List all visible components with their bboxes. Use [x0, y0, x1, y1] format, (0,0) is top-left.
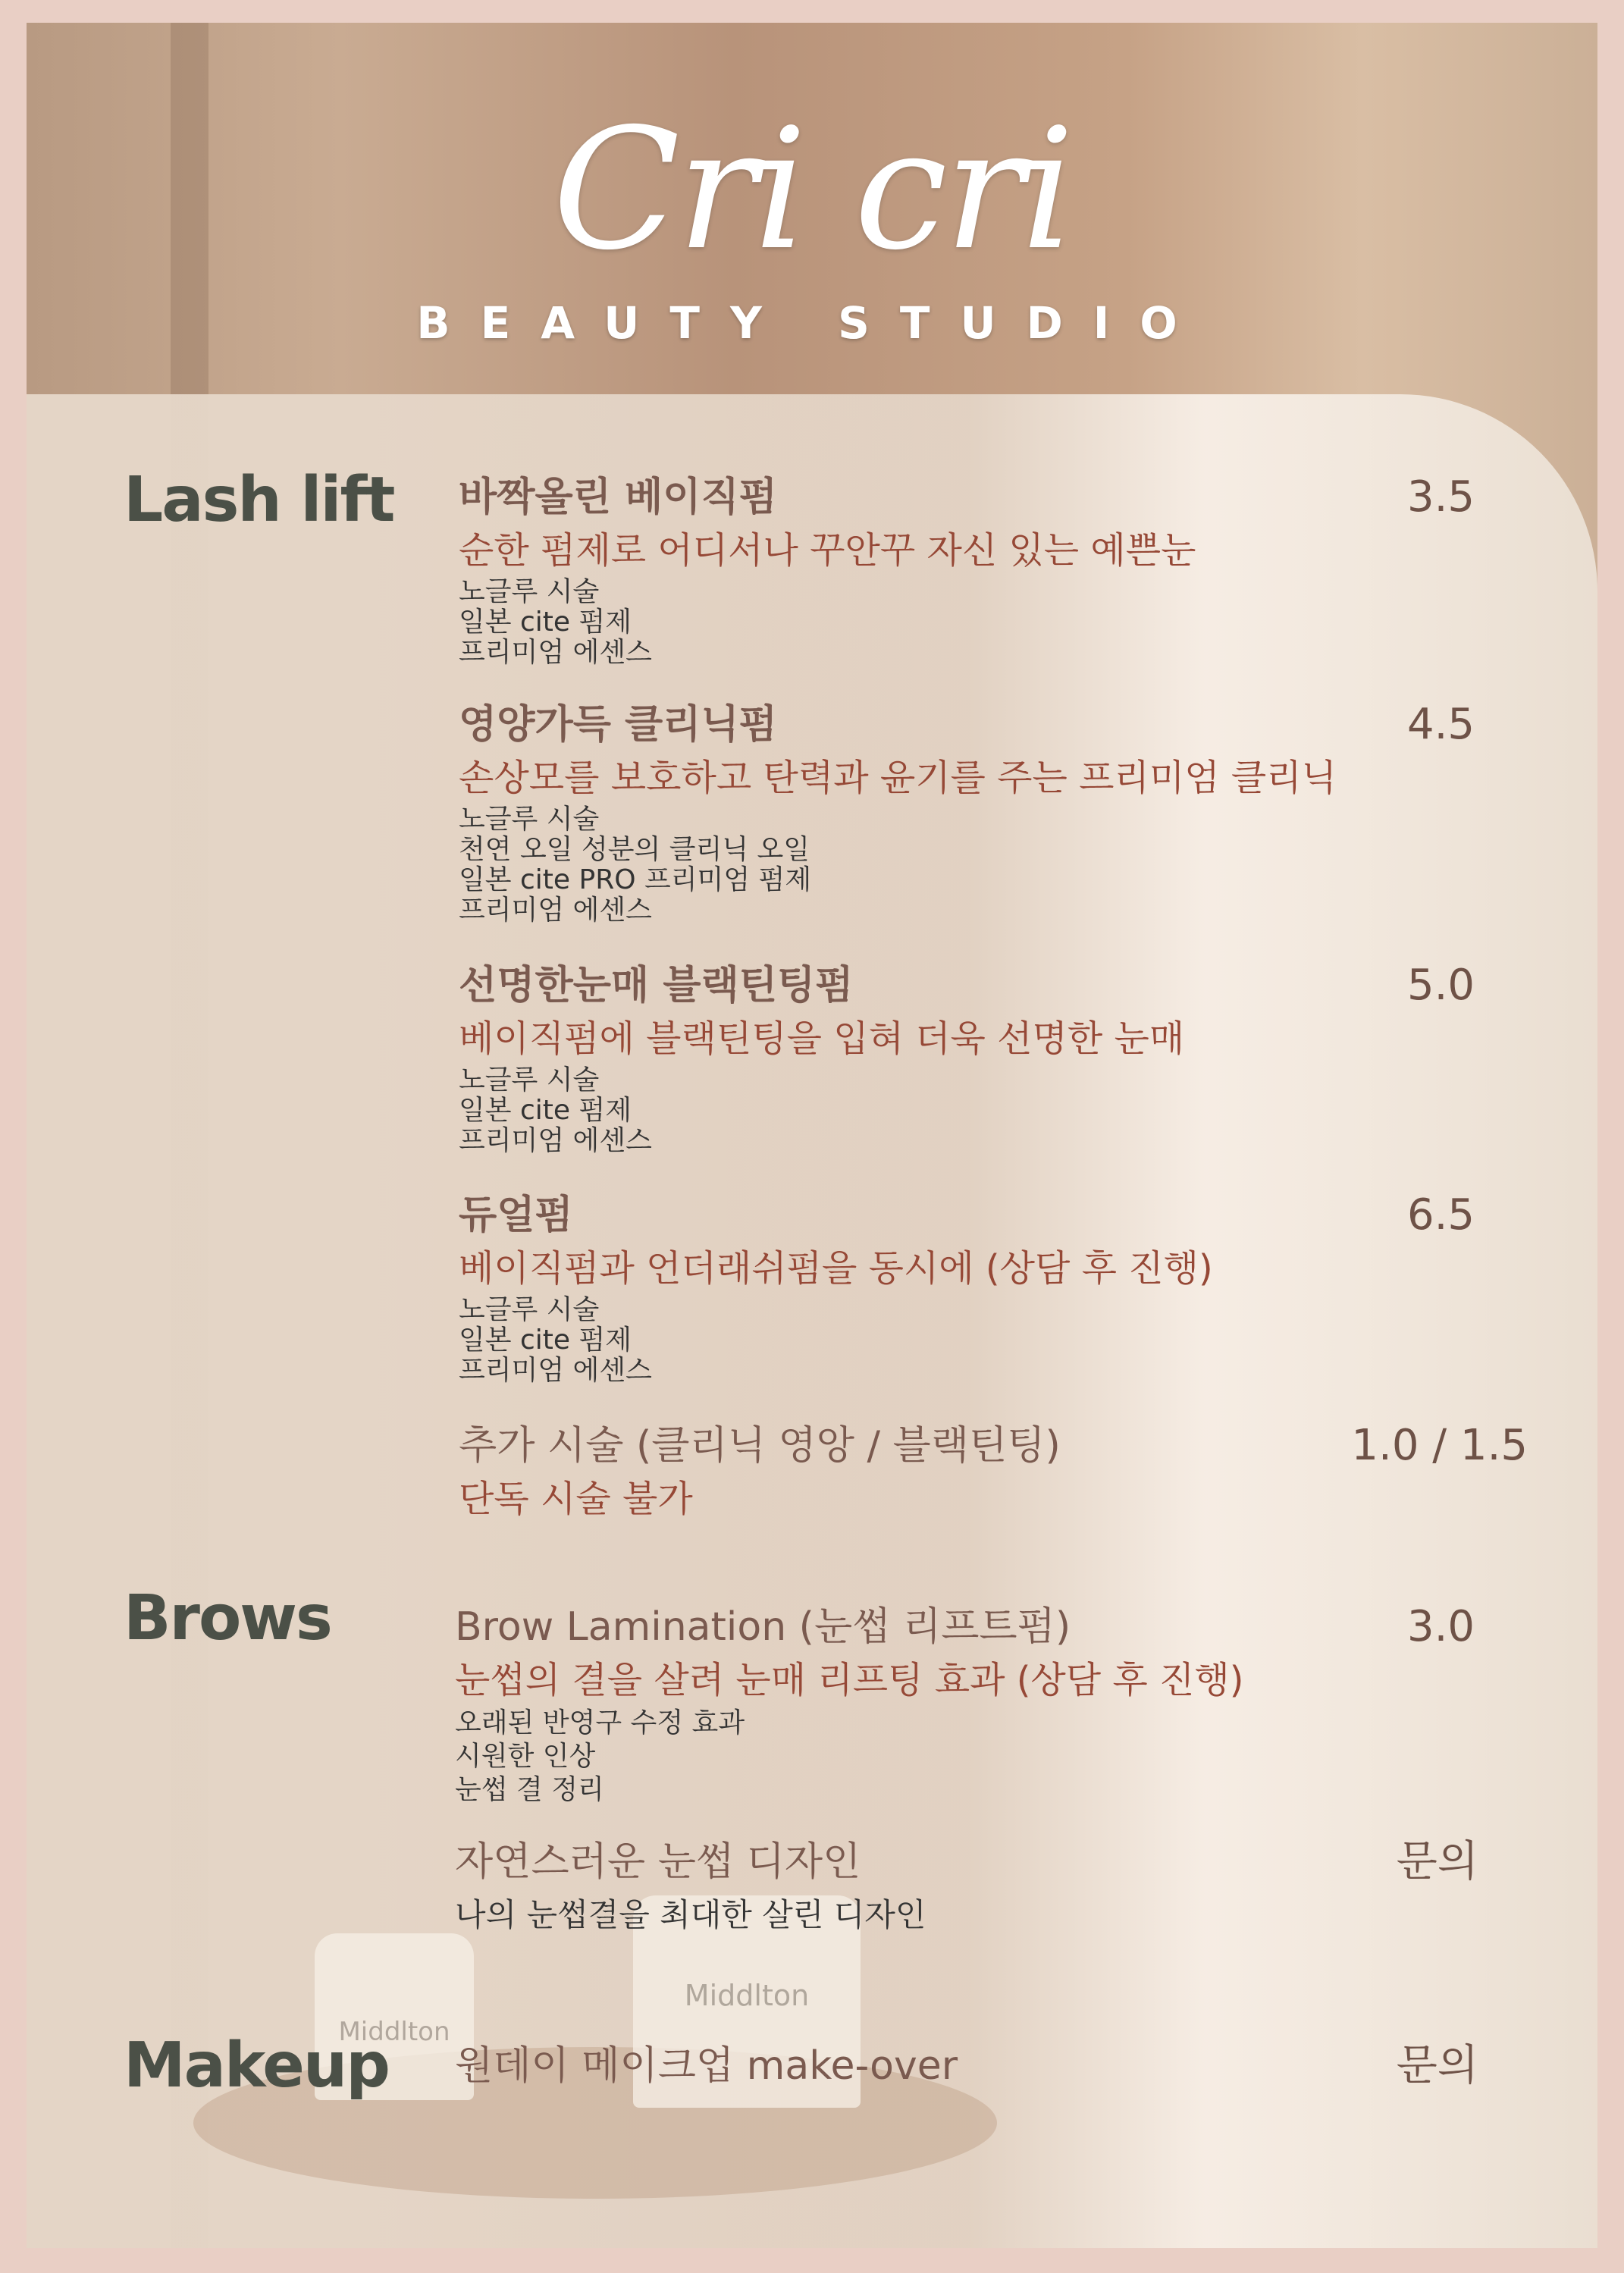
item-subtitle: 나의 눈썹결을 최대한 살린 디자인 [455, 1896, 926, 1933]
item-detail: 노글루 시술 [459, 1294, 600, 1325]
item-subtitle: 베이직펌과 언더래쉬펌을 동시에 (상담 후 진행) [459, 1247, 1213, 1290]
section-makeup: Makeup [124, 2030, 389, 2102]
item-subtitle: 베이직펌에 블랙틴팅을 입혀 더욱 선명한 눈매 [459, 1017, 1185, 1060]
menu-item [459, 698, 1558, 926]
item-subtitle: 손상모를 보호하고 탄력과 윤기를 주는 프리미엄 클리닉 [459, 757, 1337, 799]
item-price: 1.0 / 1.5 [1351, 1421, 1528, 1470]
menu-item [455, 1601, 1554, 1807]
item-detail: 프리미엄 에센스 [459, 1355, 652, 1386]
item-detail: 오래된 반영구 수정 효과 [455, 1707, 745, 1738]
item-price: 문의 [1396, 2041, 1478, 2090]
section-brows: Brows [124, 1582, 331, 1654]
item-title: 자연스러운 눈썹 디자인 [455, 1839, 861, 1885]
item-detail: 천연 오일 성분의 클리닉 오일 [459, 834, 810, 865]
menu-item [459, 471, 1558, 668]
item-detail: 일본 cite 펌제 [459, 607, 632, 638]
item-detail: 프리미엄 에센스 [459, 895, 652, 926]
item-detail: 일본 cite PRO 프리미엄 펌제 [459, 864, 812, 895]
item-title: 원데이 메이크업 make-over [455, 2043, 958, 2089]
menu-item [459, 1189, 1558, 1386]
item-detail: 프리미엄 에센스 [459, 637, 652, 668]
item-price: 6.5 [1406, 1190, 1475, 1240]
item-detail: 시원한 인상 [455, 1741, 596, 1772]
item-title: 선명한눈매 블랙틴팅펌 [459, 963, 854, 1008]
item-title: Brow Lamination (눈썹 리프트펌) [455, 1604, 1071, 1650]
menu-item [455, 1836, 1554, 1942]
menu-item [455, 2039, 1554, 2093]
item-detail: 프리미엄 에센스 [459, 1125, 652, 1156]
candle-label: Middlton [684, 1979, 810, 2012]
item-subtitle: 순한 펌제로 어디서나 꾸안꾸 자신 있는 예쁜눈 [459, 529, 1196, 572]
item-detail: 눈썹 결 정리 [455, 1774, 604, 1805]
item-detail: 노글루 시술 [459, 576, 600, 607]
tagline: BEAUTY STUDIO [416, 297, 1208, 349]
menu-item [459, 1419, 1558, 1525]
item-price: 문의 [1396, 1837, 1478, 1886]
candle-label: Middlton [338, 2017, 450, 2047]
item-title: 영양가득 클리닉펌 [459, 702, 777, 748]
item-price: 3.5 [1406, 472, 1475, 522]
item-detail: 일본 cite 펌제 [459, 1095, 632, 1126]
item-price: 3.0 [1406, 1602, 1475, 1651]
item-detail: 일본 cite 펌제 [459, 1325, 632, 1356]
item-detail: 노글루 시술 [459, 804, 600, 835]
section-lash-lift: Lash lift [124, 464, 394, 536]
item-price: 4.5 [1406, 700, 1475, 749]
item-detail: 노글루 시술 [459, 1064, 600, 1096]
logo: Cri cri [552, 92, 1072, 287]
item-title: 바짝올린 베이직펌 [459, 475, 777, 520]
item-title: 추가 시술 (클리닉 영앙 / 블랙틴팅) [459, 1423, 1061, 1469]
item-subtitle: 눈썹의 결을 살려 눈매 리프팅 효과 (상담 후 진행) [455, 1659, 1244, 1701]
item-subtitle: 단독 시술 불가 [459, 1478, 693, 1520]
item-title: 듀얼펌 [459, 1193, 573, 1238]
item-price: 5.0 [1406, 961, 1475, 1010]
menu-item [459, 959, 1558, 1156]
